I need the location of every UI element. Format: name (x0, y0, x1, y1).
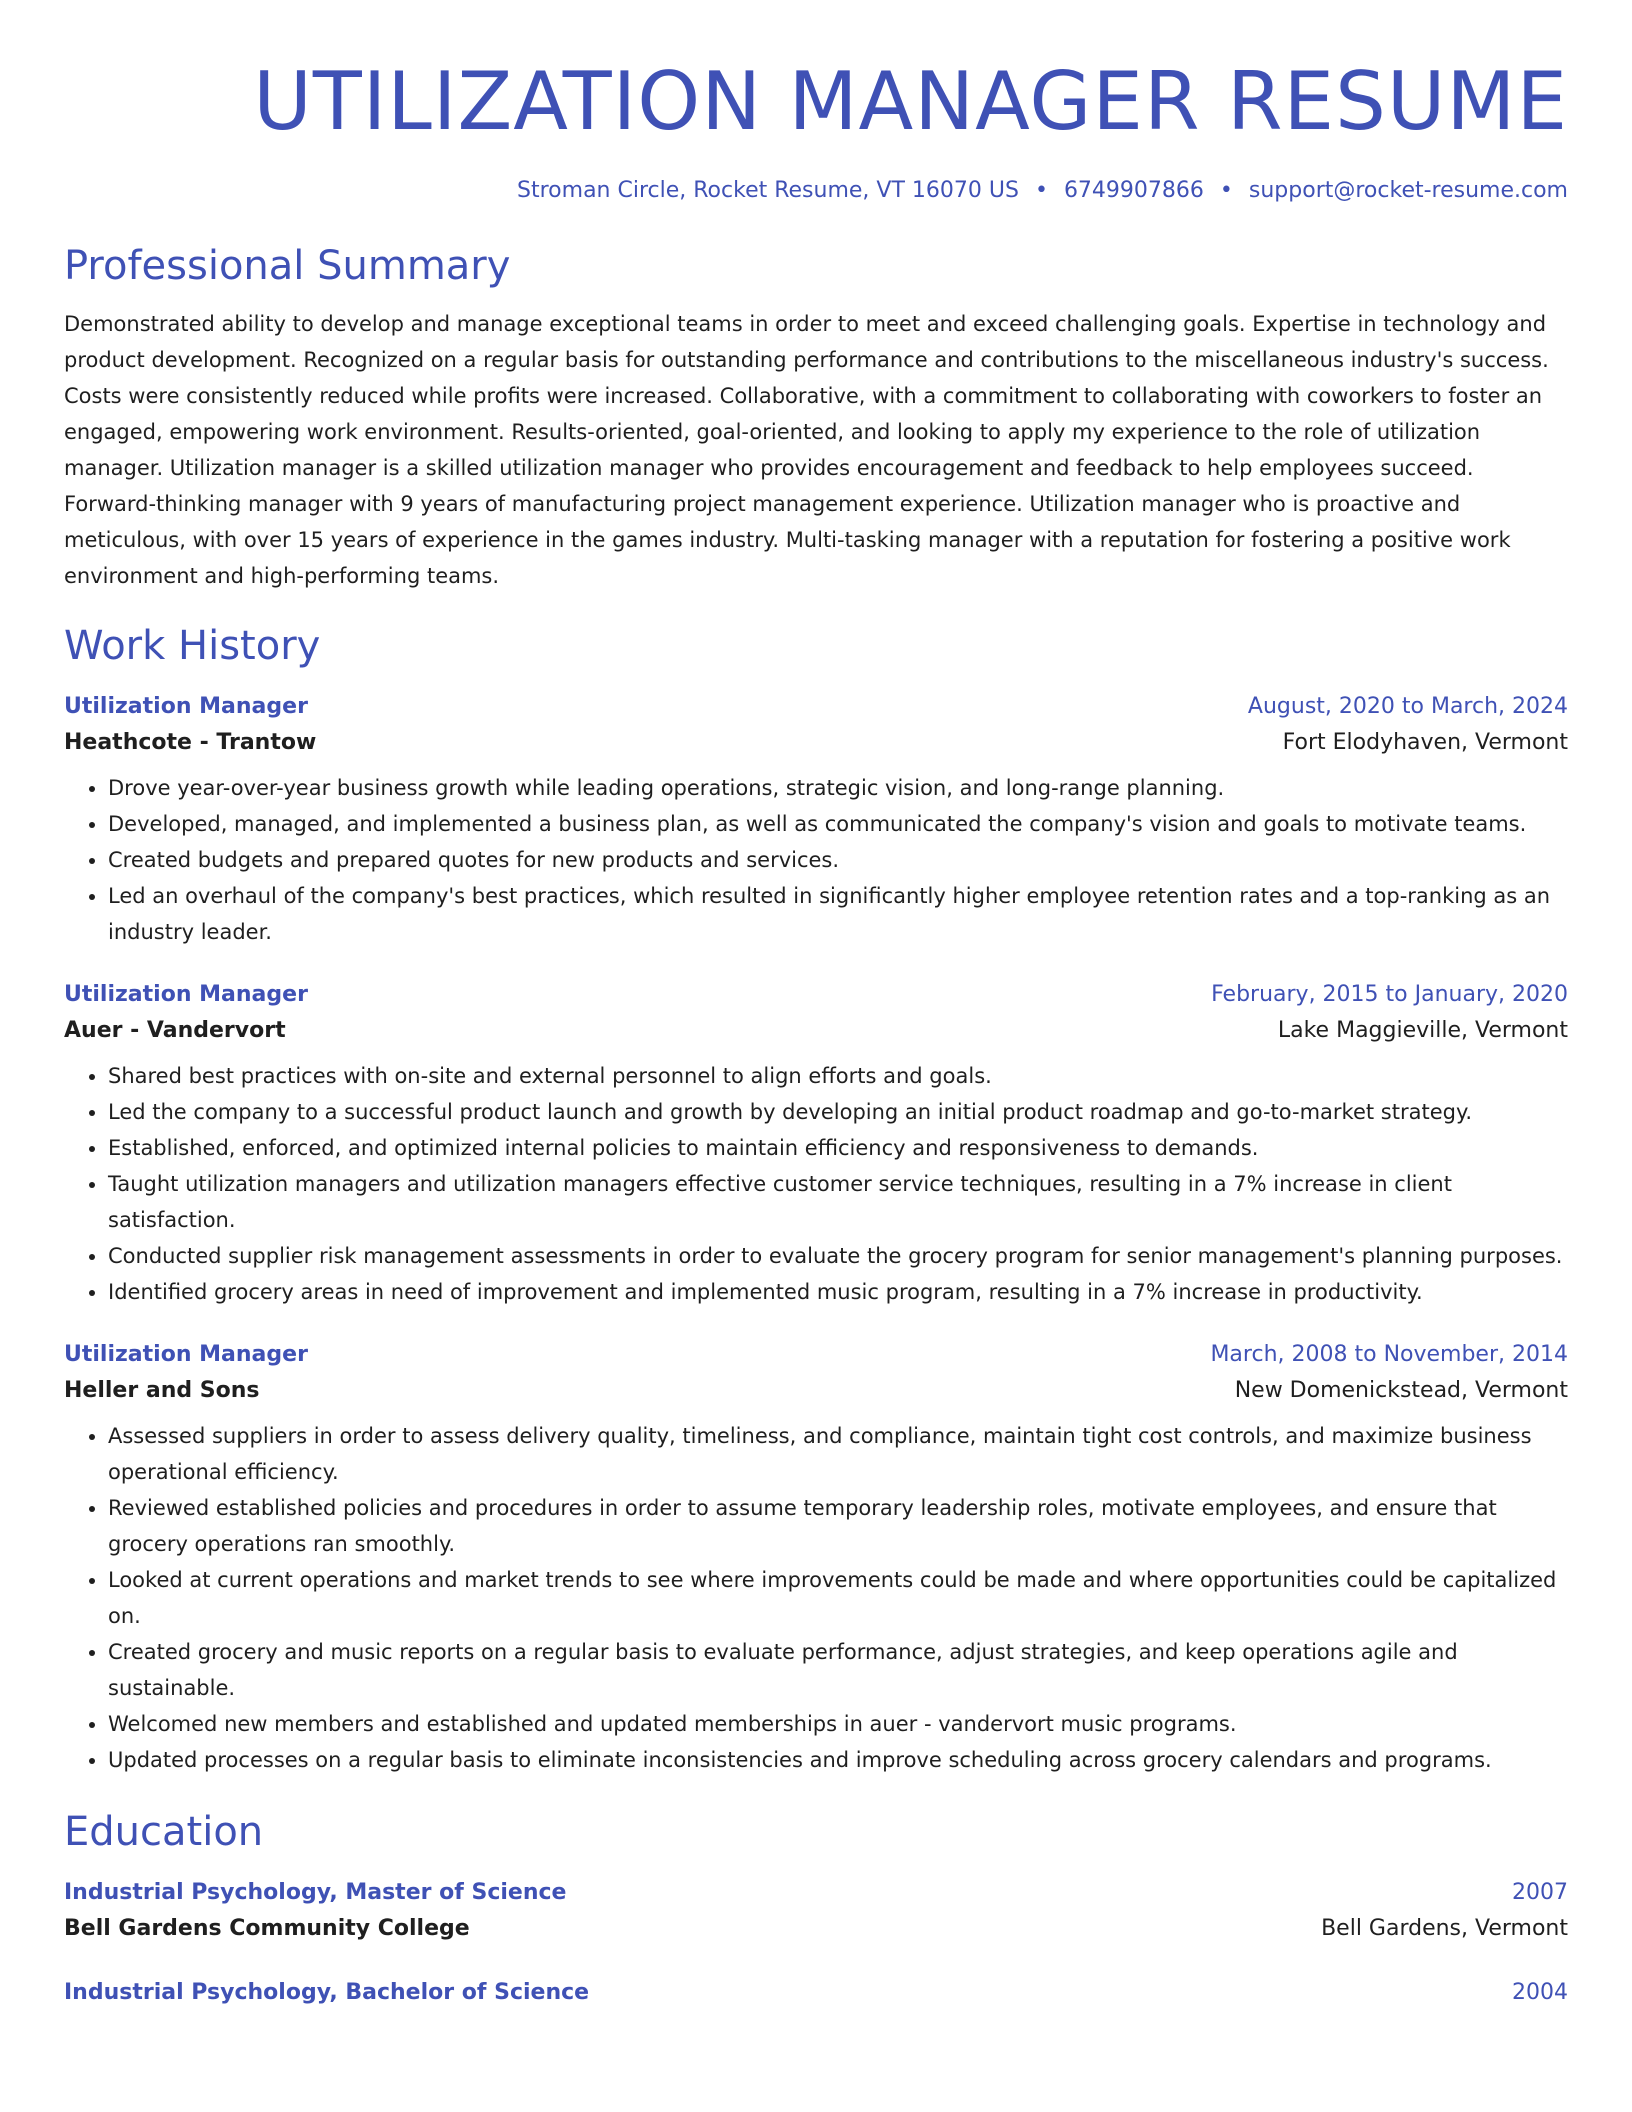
contact-line (64, 176, 1568, 206)
education-school-row (64, 1910, 1568, 1948)
job-header-row (64, 1338, 1568, 1372)
contact-separator: • (1034, 178, 1048, 203)
job-bullet: • Assessed suppliers in order to assess delivery quality, timeliness, and compliance, maintain tight cost controls, and maximize business operational efficiency. (108, 1418, 1568, 1490)
resume-page (64, 0, 1568, 2010)
job-bullet: • Created budgets and prepared quotes for new products and services. (108, 842, 1568, 878)
job-header-row (64, 978, 1568, 1012)
education-location: Bell Gardens, Vermont (1321, 1916, 1568, 1941)
job-bullets (64, 1418, 1568, 1778)
job-bullet: • Created grocery and music reports on a regular basis to evaluate performance, adjust strategies, and keep operations agile and sustainable. (108, 1634, 1568, 1706)
job-bullet: • Reviewed established policies and procedures in order to assume temporary leadership roles, motivate employees, and ensure that grocery operations ran smoothly. (108, 1490, 1568, 1562)
job-bullet: • Drove year-over-year business growth while leading operations, strategic vision, and long-range planning. (108, 770, 1568, 806)
contact-phone: 6749907866 (1063, 178, 1204, 203)
job-bullet: • Updated processes on a regular basis to eliminate inconsistencies and improve scheduling across grocery calendars and programs. (108, 1742, 1568, 1778)
contact-email: support@rocket-resume.com (1248, 178, 1568, 203)
job-bullet: • Looked at current operations and market trends to see where improvements could be made and where opportunities could be capitalized on. (108, 1562, 1568, 1634)
contact-separator: • (1219, 178, 1233, 203)
job-location: New Domenickstead, Vermont (1234, 1378, 1568, 1403)
job-location: Lake Maggieville, Vermont (1277, 1018, 1568, 1043)
education-year: 2007 (1512, 1880, 1568, 1905)
job-bullet: • Identified grocery areas in need of improvement and implemented music program, resulting in a 7% increase in productivity. (108, 1274, 1568, 1310)
contact-address: Stroman Circle, Rocket Resume, VT 16070 US (517, 178, 1019, 203)
job-company: Heller and Sons (64, 1378, 260, 1403)
job-title: Utilization Manager (64, 1342, 308, 1367)
education-header-row (64, 1876, 1568, 1910)
job-company: Auer - Vandervort (64, 1018, 286, 1043)
job-bullet: • Shared best practices with on-site and external personnel to align efforts and goals. (108, 1058, 1568, 1094)
job-dates: March, 2008 to November, 2014 (1210, 1342, 1568, 1367)
job-title: Utilization Manager (64, 694, 308, 719)
job-location: Fort Elodyhaven, Vermont (1282, 730, 1568, 755)
education-header-row (64, 1976, 1568, 2010)
job-dates: February, 2015 to January, 2020 (1211, 982, 1568, 1007)
job-entry (64, 690, 1568, 950)
job-bullets (64, 770, 1568, 950)
job-dates: August, 2020 to March, 2024 (1247, 694, 1568, 719)
job-bullet: • Taught utilization managers and utilization managers effective customer service techniques, resulting in a 7% increase in client satisfaction. (108, 1166, 1568, 1238)
summary-heading: Professional Summary (64, 243, 511, 289)
education-entry (64, 1876, 1568, 1948)
job-bullet: • Led an overhaul of the company's best practices, which resulted in significantly higher employee retention rates and a top-ranking as an industry leader. (108, 878, 1568, 950)
job-company-row (64, 724, 1568, 762)
work-history-heading: Work History (64, 623, 321, 669)
job-bullet: • Conducted supplier risk management assessments in order to evaluate the grocery program for senior management's planning purposes. (108, 1238, 1568, 1274)
job-company: Heathcote - Trantow (64, 730, 317, 755)
job-bullet: • Established, enforced, and optimized internal policies to maintain efficiency and responsiveness to demands. (108, 1130, 1568, 1166)
education-degree: Industrial Psychology, Master of Science (64, 1880, 567, 1905)
job-bullet: • Welcomed new members and established and updated memberships in auer - vandervort music programs. (108, 1706, 1568, 1742)
education-entry (64, 1976, 1568, 2010)
job-company-row (64, 1012, 1568, 1050)
education-school: Bell Gardens Community College (64, 1916, 470, 1941)
job-header-row (64, 690, 1568, 724)
job-title: Utilization Manager (64, 982, 308, 1007)
education-year: 2004 (1512, 1980, 1568, 2005)
job-entry (64, 1338, 1568, 1778)
education-heading: Education (64, 1809, 264, 1855)
summary-text: Demonstrated ability to develop and manage exceptional teams in order to meet and exceed challenging goals. Expertise in technology and product development. Recognized on a regular basis for outstanding performance and contributions to the miscellaneous industry's success. Costs were consistently reduced while profits were increased. Collaborative, with a commitment to collaborating with coworkers to foster an engaged, empowering work environment. Results-oriented, goal-oriented, and looking to apply my experience to the role of utilization manager. Utilization manager is a skilled utilization manager who provides encouragement and feedback to help employees succeed. Forward-thinking manager with 9 years of manufacturing project management experience. Utilization manager who is proactive and meticulous, with over 15 years of experience in the games industry. Multi-tasking manager with a reputation for fostering a positive work environment and high-performing teams. (64, 312, 1549, 588)
job-bullets (64, 1058, 1568, 1310)
page-title: UTILIZATION MANAGER RESUME (253, 55, 1568, 148)
job-company-row (64, 1372, 1568, 1410)
job-bullet: • Led the company to a successful product launch and growth by developing an initial product roadmap and go-to-market strategy. (108, 1094, 1568, 1130)
job-entry (64, 978, 1568, 1310)
job-bullet: • Developed, managed, and implemented a business plan, as well as communicated the company's vision and goals to motivate teams. (108, 806, 1568, 842)
education-degree: Industrial Psychology, Bachelor of Science (64, 1980, 590, 2005)
